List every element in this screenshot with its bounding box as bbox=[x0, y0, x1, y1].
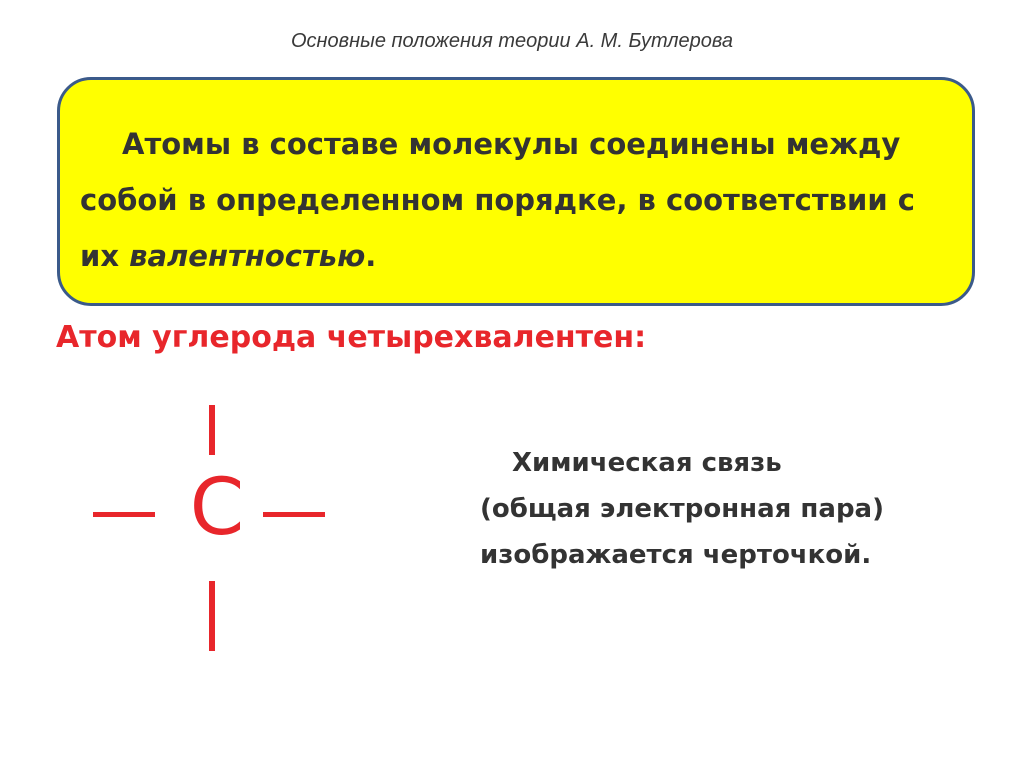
carbon-valence-heading: Атом углерода четырехвалентен: bbox=[56, 320, 647, 355]
bond-bottom bbox=[209, 581, 215, 651]
highlight-callout-box bbox=[57, 77, 975, 306]
callout-text-end: . bbox=[365, 239, 377, 273]
carbon-bond-diagram bbox=[80, 395, 350, 665]
callout-text-emphasis: валентностью bbox=[129, 239, 366, 273]
slide-header: Основные положения теории А. М. Бутлерова bbox=[290, 30, 734, 52]
bond-left bbox=[93, 512, 155, 517]
carbon-symbol: C bbox=[189, 463, 245, 553]
bond-right bbox=[263, 512, 325, 517]
callout-text bbox=[80, 116, 950, 284]
bond-explanation-text: Химическая связь (общая электронная пара) изображается черточкой. bbox=[480, 448, 884, 570]
callout-text-main: Атомы в составе молекулы соединены между собой в определенном порядке, в соответствии с их bbox=[80, 127, 915, 273]
bond-top bbox=[209, 405, 215, 455]
bond-explanation bbox=[480, 440, 900, 578]
